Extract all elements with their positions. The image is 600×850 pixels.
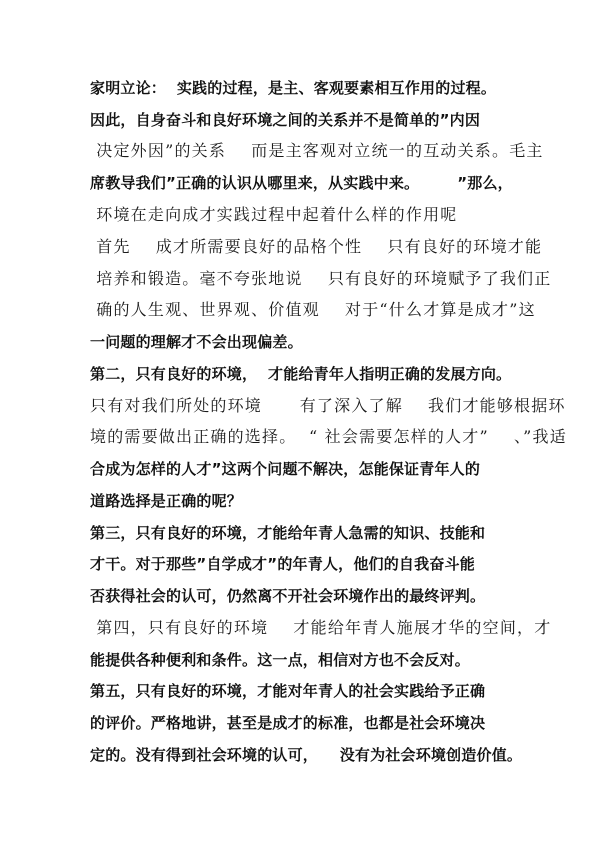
paragraph-line-12: 境的需要做出正确的选择。 “ 社会需要怎样的人才” 、”我适 — [90, 427, 567, 446]
paragraph-line-15: 第三，只有良好的环境，才能给年青人急需的知识、技能和 — [90, 524, 486, 542]
paragraph-line-21: 的评价。严格地讲，甚至是成才的标准，也都是社会环境决 — [90, 714, 486, 732]
paragraph-line-5: 环境在走向成才实践过程中起着什么样的作用呢 — [90, 205, 458, 224]
paragraph-line-1: 家明立论： 实践的过程，是主、客观要素相互作用的过程。 — [90, 79, 497, 97]
paragraph-line-20: 第五，只有良好的环境，才能对年青人的社会实践给予正确 — [90, 682, 486, 700]
paragraph-line-22: 定的。没有得到社会环境的认可， 没有为社会环境创造价值。 — [90, 746, 523, 764]
paragraph-line-16: 才干。对于那些”自学成才”的年青人，他们的自我奋斗能 — [90, 555, 475, 573]
paragraph-line-4: 席教导我们”正确的认识从哪里来，从实践中来。 ”那么， — [90, 174, 513, 192]
paragraph-line-2: 因此，自身奋斗和良好环境之间的关系并不是简单的”内因 — [90, 111, 481, 129]
paragraph-line-6: 首先 成才所需要良好的品格个性 只有良好的环境才能 — [90, 237, 543, 256]
paragraph-line-18: 第四，只有良好的环境 才能给年青人施展才华的空间，才 — [90, 618, 552, 637]
paragraph-line-10: 第二，只有良好的环境， 才能给青年人指明正确的发展方向。 — [90, 365, 512, 383]
paragraph-line-7: 培养和锻造。毫不夸张地说 只有良好的环境赋予了我们正 — [90, 269, 552, 288]
paragraph-line-17: 否获得社会的认可，仍然离不开社会环境作出的最终评判。 — [90, 587, 486, 605]
paragraph-line-13: 合成为怎样的人才”这两个问题不解决，怎能保证青年人的 — [90, 460, 481, 478]
paragraph-line-3: 决定外因”的关系 而是主客观对立统一的互动关系。毛主 — [90, 141, 544, 160]
paragraph-line-19: 能提供各种便利和条件。这一点，相信对方也不会反对。 — [90, 651, 471, 669]
paragraph-line-14: 道路选择是正确的呢？ — [90, 492, 243, 510]
paragraph-line-11: 只有对我们所处的环境 有了深入了解 我们才能够根据环 — [90, 396, 566, 415]
paragraph-line-9: 一问题的理解才不会出现偏差。 — [90, 333, 303, 351]
paragraph-line-8: 确的人生观、世界观、价值观 对于“什么才算是成才”这 — [90, 300, 536, 319]
